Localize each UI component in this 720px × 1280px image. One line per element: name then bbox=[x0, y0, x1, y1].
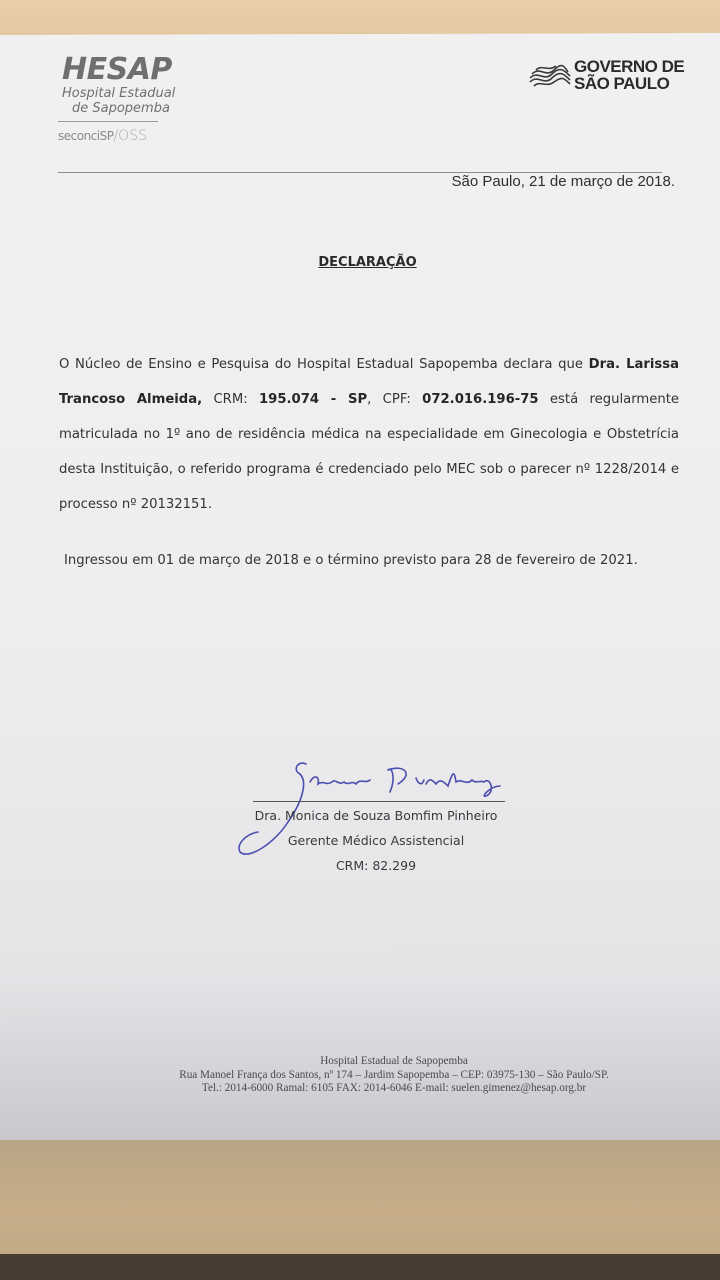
hesap-logo-line2: de Sapopemba bbox=[72, 101, 170, 116]
hesap-logo bbox=[58, 52, 176, 144]
oss-logo-text: /OSS bbox=[113, 128, 147, 144]
seconci-logo-text: seconciSP bbox=[58, 129, 114, 143]
crm-label: CRM: bbox=[202, 392, 259, 407]
footer-hospital-name: Hospital Estadual de Sapopemba bbox=[320, 1055, 468, 1067]
floor-strip bbox=[0, 1254, 720, 1280]
cpf-value: 072.016.196-75 bbox=[422, 392, 539, 407]
document-title: DECLARAÇÃO bbox=[318, 255, 417, 270]
paragraph-rest: está regularmente matriculada no 1º ano de residência médica na especialidade em Ginecologia e Obstetrícia desta Instituição, o referido programa é credenciado pelo MEC sob o parecer nº 1228/2014 e processo nº 20132151. bbox=[59, 392, 679, 512]
logo-divider bbox=[58, 121, 158, 122]
paper-sheet bbox=[0, 33, 720, 1145]
declaration-paragraph bbox=[59, 347, 679, 522]
signatory-name: Dra. Monica de Souza Bomfim Pinheiro bbox=[254, 808, 498, 823]
hesap-logo-acronym: HESAP bbox=[62, 52, 172, 87]
signatory-role: Gerente Médico Assistencial bbox=[287, 833, 465, 848]
desk-background-top bbox=[0, 0, 720, 36]
entry-dates-line: Ingressou em 01 de março de 2018 e o término previsto para 28 de fevereiro de 2021. bbox=[64, 553, 638, 568]
hesap-logo-line1: Hospital Estadual bbox=[62, 86, 176, 101]
footer-street-address: Rua Manoel França dos Santos, nº 174 – Jardim Sapopemba – CEP: 03975-130 – São Paulo/SP. bbox=[179, 1068, 609, 1081]
resident-name: Dra. Larissa Trancoso Almeida, bbox=[59, 357, 679, 407]
government-logo-line2: SÃO PAULO bbox=[574, 74, 670, 93]
footer-contact: Tel.: 2014-6000 Ramal: 6105 FAX: 2014-6046 E-mail: suelen.gimenez@hesap.org.br bbox=[201, 1082, 587, 1094]
seconci-logo bbox=[58, 125, 175, 144]
signatory-crm: CRM: 82.299 bbox=[335, 858, 417, 873]
paragraph-intro: O Núcleo de Ensino e Pesquisa do Hospital Estadual Sapopemba declara que bbox=[59, 357, 589, 372]
signatory-block bbox=[236, 803, 516, 878]
signature-line bbox=[253, 801, 505, 802]
government-logo bbox=[528, 58, 684, 92]
footer-address bbox=[118, 1055, 670, 1096]
crm-value: 195.074 - SP bbox=[258, 392, 368, 407]
sao-paulo-map-icon bbox=[528, 60, 572, 90]
cpf-label: , CPF: bbox=[367, 392, 423, 407]
desk-background-bottom bbox=[0, 1140, 720, 1255]
government-logo-line1: GOVERNO DE bbox=[574, 57, 685, 76]
date-line: São Paulo, 21 de março de 2018. bbox=[451, 173, 675, 190]
